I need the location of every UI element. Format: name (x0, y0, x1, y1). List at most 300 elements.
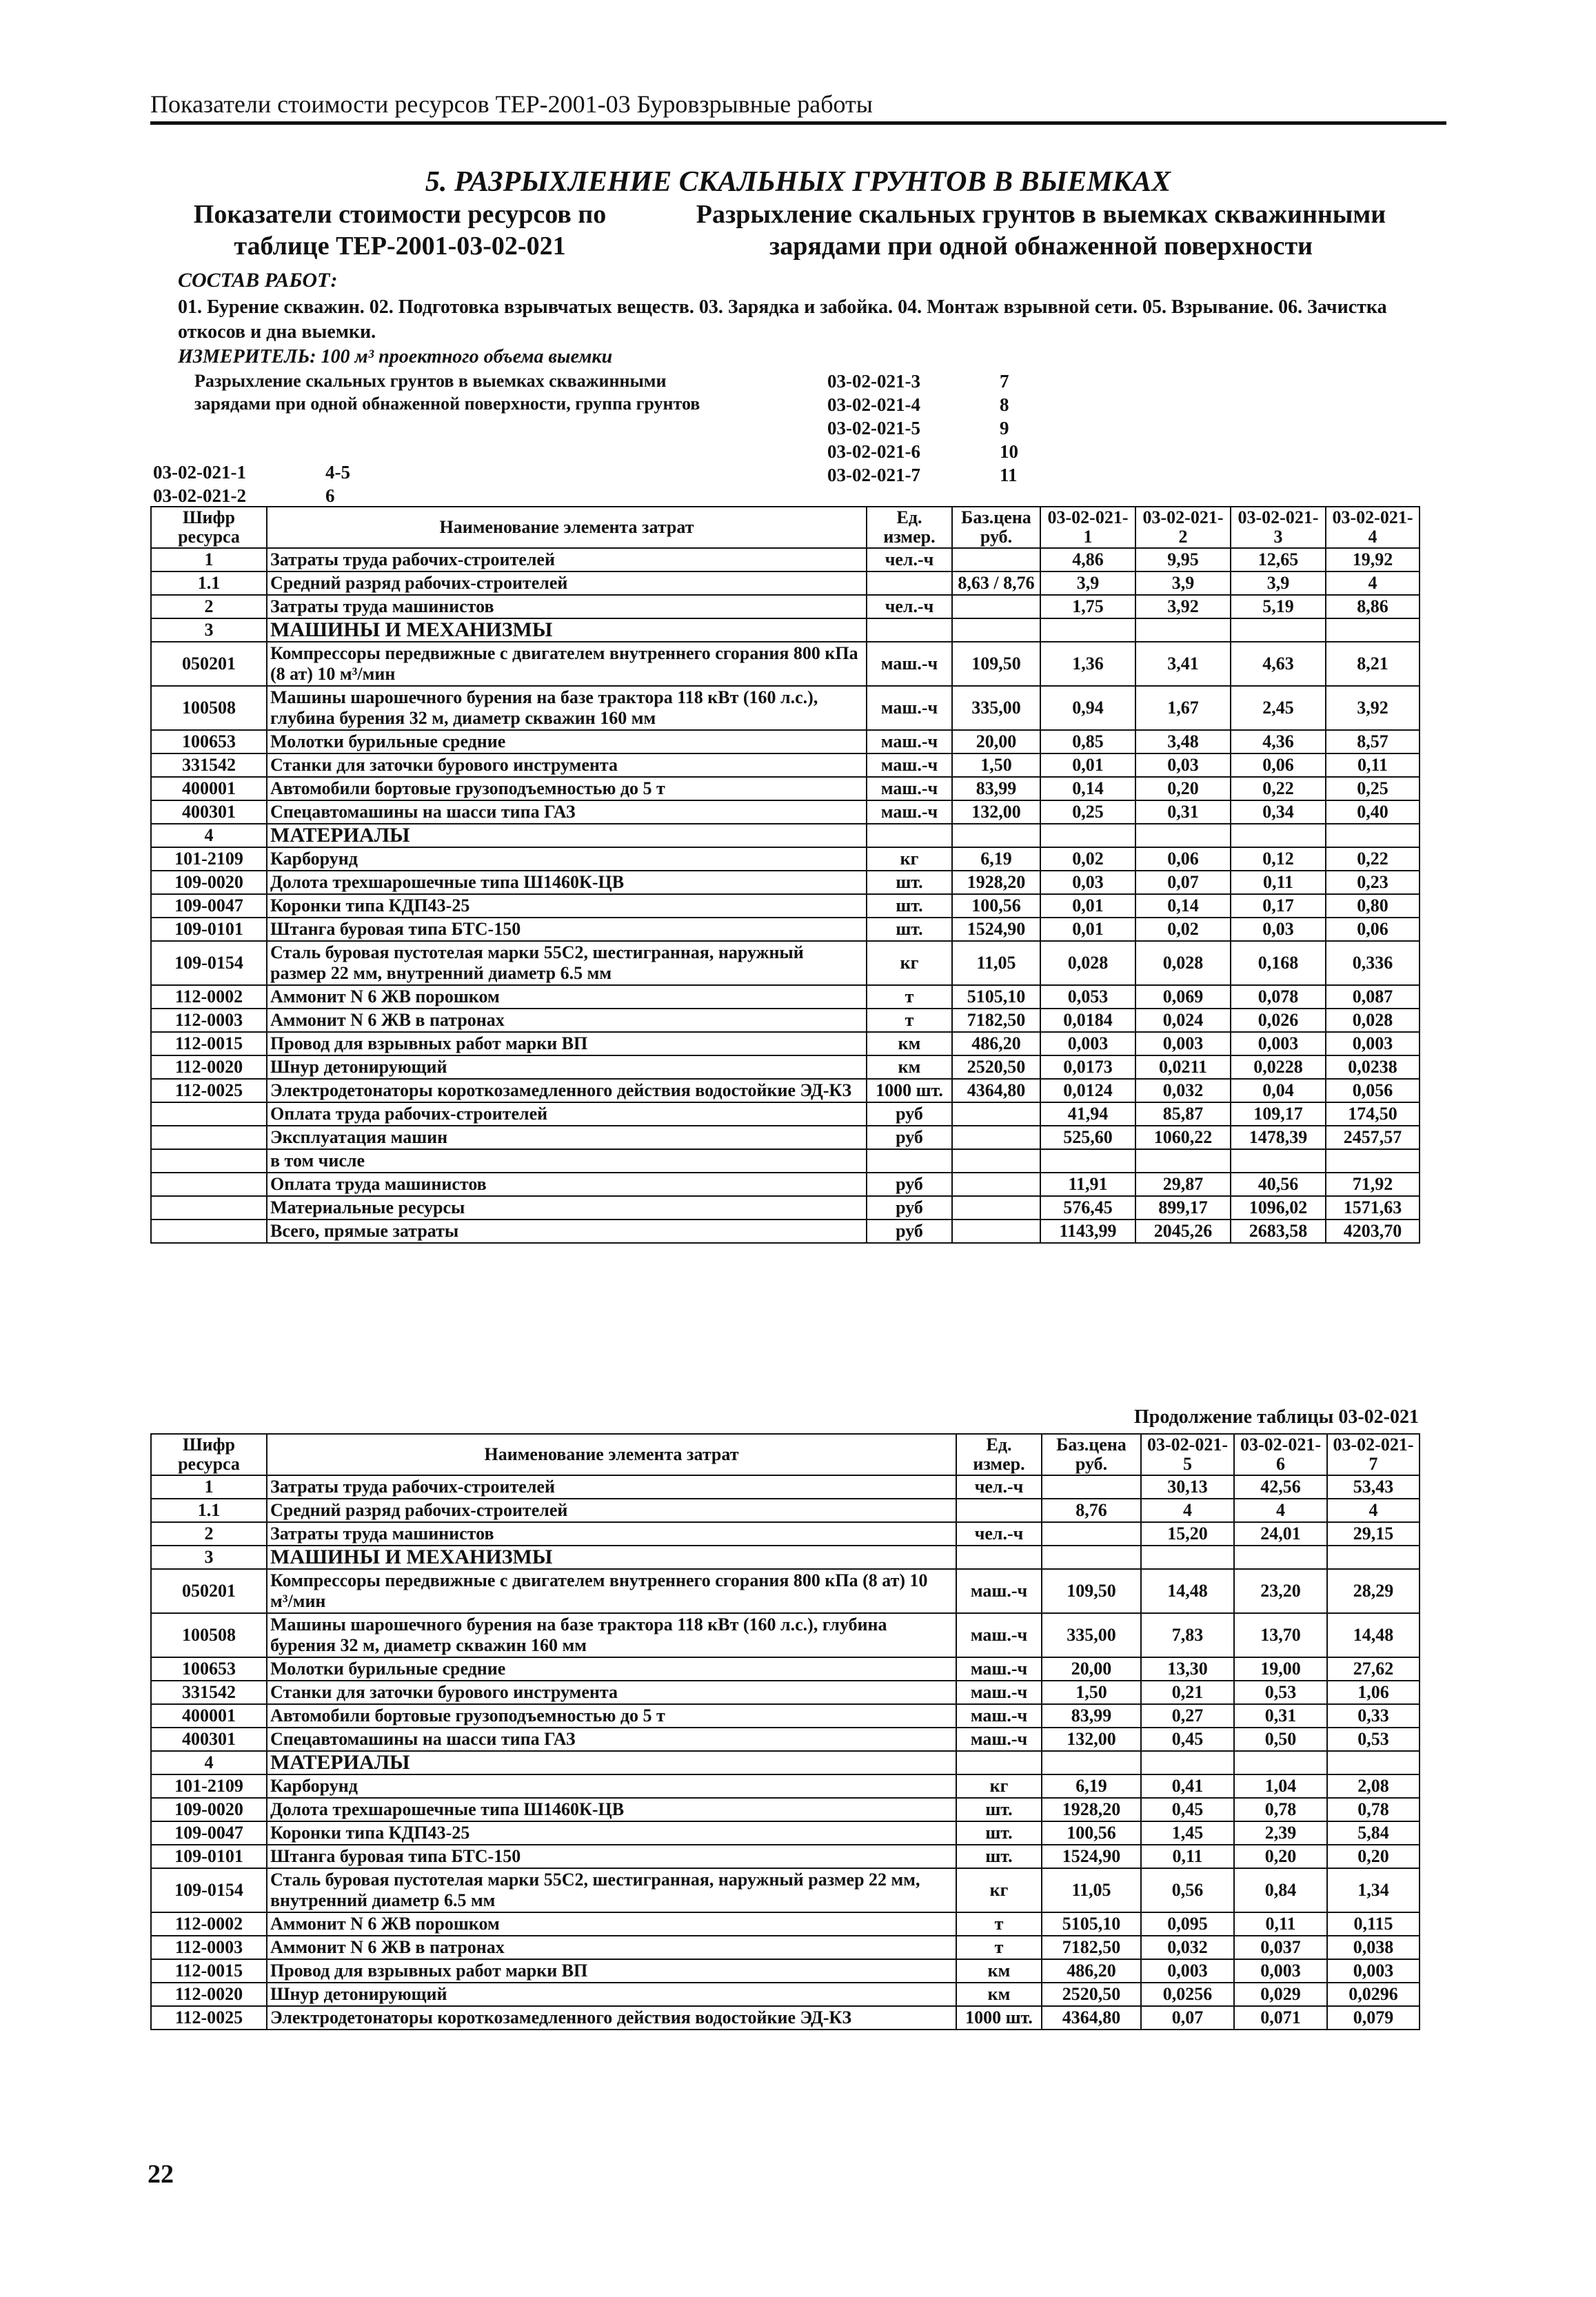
unit: маш.-ч (956, 1681, 1042, 1704)
unit: маш.-ч (956, 1569, 1042, 1613)
norm-value: 0,11 (1234, 1912, 1327, 1936)
unit (867, 618, 952, 642)
resource-code: 109-0020 (151, 1798, 267, 1821)
norm-value: 13,30 (1141, 1657, 1234, 1681)
unit: маш.-ч (867, 753, 952, 777)
norm-value: 3,92 (1135, 595, 1231, 618)
norm-value: 14,48 (1327, 1613, 1420, 1657)
norm-value: 0,003 (1234, 1959, 1327, 1983)
base-price (1042, 1751, 1141, 1774)
base-price: 4364,80 (952, 1079, 1040, 1102)
cost-element-name: Сталь буровая пустотелая марки 55С2, шестигранная, наружный размер 22 мм, внутренний диаметр 6.5 мм (267, 1868, 956, 1912)
norm-value: 0,003 (1135, 1032, 1231, 1055)
norm-value: 0,85 (1040, 730, 1135, 753)
norm-value: 0,14 (1135, 894, 1231, 918)
column-header: Шифр ресурса (151, 1434, 267, 1475)
table-row (151, 618, 1420, 642)
table-row (151, 1009, 1420, 1032)
norm-value: 2,08 (1327, 1774, 1420, 1798)
table-row (151, 730, 1420, 753)
table-row (151, 1983, 1420, 2006)
resource-code: 100508 (151, 686, 267, 730)
cost-element-name: Электродетонаторы короткозамедленного действия водостойкие ЭД-КЗ (267, 2006, 956, 2030)
norm-value: 0,115 (1327, 1912, 1420, 1936)
norm-value: 3,9 (1135, 571, 1231, 595)
cost-element-name: Аммонит N 6 ЖВ в патронах (267, 1936, 956, 1959)
norm-value: 8,57 (1326, 730, 1420, 753)
table-row (151, 1569, 1420, 1613)
unit: маш.-ч (867, 777, 952, 800)
table-row (151, 2006, 1420, 2030)
norm-value: 0,053 (1040, 985, 1135, 1009)
base-price: 7182,50 (1042, 1936, 1141, 1959)
norm-value: 0,01 (1040, 918, 1135, 941)
cost-element-name: Шнур детонирующий (267, 1983, 956, 2006)
code-list-left (153, 461, 381, 507)
norm-value: 8,21 (1326, 642, 1420, 686)
unit: маш.-ч (956, 1613, 1042, 1657)
norm-value: 7,83 (1141, 1613, 1234, 1657)
column-header: 03-02-021-4 (1326, 507, 1420, 548)
unit: 1000 шт. (956, 2006, 1042, 2030)
unit: т (867, 985, 952, 1009)
summary-value: 4203,70 (1326, 1220, 1420, 1243)
table-row (151, 1728, 1420, 1751)
norm-value: 0,12 (1231, 847, 1326, 871)
unit: шт. (867, 871, 952, 894)
table-row (151, 1681, 1420, 1704)
resource-code: 112-0002 (151, 1912, 267, 1936)
unit: руб (867, 1102, 952, 1126)
page-number: 22 (148, 2160, 174, 2189)
unit: руб (867, 1126, 952, 1149)
base-price: 20,00 (1042, 1657, 1141, 1681)
summary-row (151, 1173, 1420, 1196)
unit: маш.-ч (956, 1704, 1042, 1728)
summary-row (151, 1196, 1420, 1220)
table-row (151, 1079, 1420, 1102)
cost-element-name: Сталь буровая пустотелая марки 55С2, шестигранная, наружный размер 22 мм, внутренний диаметр 6.5 мм (267, 941, 867, 985)
norm-value: 28,29 (1327, 1569, 1420, 1613)
summary-value: 29,87 (1135, 1173, 1231, 1196)
norm-value: 0,11 (1231, 871, 1326, 894)
summary-row (151, 1126, 1420, 1149)
norm-value (1234, 1751, 1327, 1774)
base-price: 83,99 (1042, 1704, 1141, 1728)
code-list-right (827, 370, 1055, 487)
unit: маш.-ч (956, 1728, 1042, 1751)
summary-value: 71,92 (1326, 1173, 1420, 1196)
table-row (151, 847, 1420, 871)
norm-value: 0,079 (1327, 2006, 1420, 2030)
resource-code: 1 (151, 1475, 267, 1499)
table-row (151, 1522, 1420, 1546)
cost-element-name: Затраты труда машинистов (267, 595, 867, 618)
norm-value: 0,03 (1231, 918, 1326, 941)
resource-code: 050201 (151, 642, 267, 686)
table-row (151, 871, 1420, 894)
unit (867, 824, 952, 847)
norm-value: 0,01 (1040, 894, 1135, 918)
resource-code: 100508 (151, 1613, 267, 1657)
cost-element-name: МАШИНЫ И МЕХАНИЗМЫ (267, 1546, 956, 1569)
table-row (151, 1774, 1420, 1798)
soil-group: 11 (1000, 465, 1018, 485)
unit: км (867, 1055, 952, 1079)
norm-value: 3,9 (1231, 571, 1326, 595)
base-price: 6,19 (952, 847, 1040, 871)
norm-value: 30,13 (1141, 1475, 1234, 1499)
norm-value: 0,27 (1141, 1704, 1234, 1728)
unit (956, 1499, 1042, 1522)
cost-element-name: Коронки типа КДП43-25 (267, 1821, 956, 1845)
base-price: 132,00 (952, 800, 1040, 824)
unit: руб (867, 1220, 952, 1243)
table-row (151, 595, 1420, 618)
base-price: 1524,90 (1042, 1845, 1141, 1868)
base-price (952, 1149, 1040, 1173)
norm-value (1141, 1546, 1234, 1569)
summary-value: 1143,99 (1040, 1220, 1135, 1243)
norm-value: 0,22 (1231, 777, 1326, 800)
norm-value: 53,43 (1327, 1475, 1420, 1499)
resource-code: 112-0020 (151, 1983, 267, 2006)
base-price: 486,20 (1042, 1959, 1141, 1983)
base-price (1042, 1546, 1141, 1569)
base-price: 132,00 (1042, 1728, 1141, 1751)
table-row (151, 941, 1420, 985)
table-row (151, 1959, 1420, 1983)
summary-value: 525,60 (1040, 1126, 1135, 1149)
summary-value (1231, 1149, 1326, 1173)
summary-value (1135, 1149, 1231, 1173)
norm-value: 0,038 (1327, 1936, 1420, 1959)
norm-value: 0,0124 (1040, 1079, 1135, 1102)
norm-value: 0,032 (1135, 1079, 1231, 1102)
norm-value (1040, 824, 1135, 847)
base-price (952, 824, 1040, 847)
resource-code: 100653 (151, 1657, 267, 1681)
norm-value (1327, 1751, 1420, 1774)
resource-code: 400001 (151, 1704, 267, 1728)
soil-group: 9 (1000, 418, 1009, 438)
continuation-label: Продолжение таблицы 03-02-021 (1134, 1406, 1419, 1428)
norm-value: 0,071 (1234, 2006, 1327, 2030)
unit: км (867, 1032, 952, 1055)
summary-value: 2457,57 (1326, 1126, 1420, 1149)
norm-value: 0,07 (1141, 2006, 1234, 2030)
norm-value: 0,78 (1234, 1798, 1327, 1821)
norm-value: 0,34 (1231, 800, 1326, 824)
cost-element-name: Средний разряд рабочих-строителей (267, 571, 867, 595)
unit: чел.-ч (867, 595, 952, 618)
base-price: 100,56 (1042, 1821, 1141, 1845)
norm-value: 1,45 (1141, 1821, 1234, 1845)
base-price: 335,00 (1042, 1613, 1141, 1657)
cost-element-name: Провод для взрывных работ марки ВП (267, 1032, 867, 1055)
resource-code: 1.1 (151, 1499, 267, 1522)
norm-value: 12,65 (1231, 548, 1326, 571)
resource-code: 112-0025 (151, 1079, 267, 1102)
norm-value: 0,168 (1231, 941, 1326, 985)
base-price (952, 1102, 1040, 1126)
summary-label: Материальные ресурсы (267, 1196, 867, 1220)
table-row (151, 918, 1420, 941)
summary-value: 41,94 (1040, 1102, 1135, 1126)
resource-code: 109-0101 (151, 1845, 267, 1868)
cost-element-name: Долота трехшарошечные типа Ш1460К-ЦВ (267, 871, 867, 894)
summary-value: 40,56 (1231, 1173, 1326, 1196)
resource-code: 3 (151, 618, 267, 642)
cost-element-name: МАТЕРИАЛЫ (267, 1751, 956, 1774)
norm-value: 1,04 (1234, 1774, 1327, 1798)
norm-value: 0,80 (1326, 894, 1420, 918)
work-description: Разрыхление скальных грунтов в выемках скважинными зарядами при одной обнаженной поверхности, группа грунтов (194, 371, 700, 414)
summary-value: 2045,26 (1135, 1220, 1231, 1243)
table-row (151, 985, 1420, 1009)
soil-group: 4-5 (325, 462, 350, 483)
cost-table-2 (150, 1433, 1420, 2030)
norm-value: 0,003 (1327, 1959, 1420, 1983)
table-row (151, 1055, 1420, 1079)
norm-value: 0,17 (1231, 894, 1326, 918)
norm-value: 0,0228 (1231, 1055, 1326, 1079)
summary-value: 1060,22 (1135, 1126, 1231, 1149)
resource-code: 112-0003 (151, 1009, 267, 1032)
base-price: 1928,20 (952, 871, 1040, 894)
summary-label: Всего, прямые затраты (267, 1220, 867, 1243)
norm-value: 29,15 (1327, 1522, 1420, 1546)
summary-label: Эксплуатация машин (267, 1126, 867, 1149)
norm-value: 2,39 (1234, 1821, 1327, 1845)
unit: км (956, 1983, 1042, 2006)
table-row (151, 1936, 1420, 1959)
work-code: 03-02-021-3 (827, 371, 920, 392)
norm-value: 0,0211 (1135, 1055, 1231, 1079)
resource-code: 2 (151, 595, 267, 618)
unit: кг (867, 847, 952, 871)
norm-value: 0,23 (1326, 871, 1420, 894)
norm-value (1234, 1546, 1327, 1569)
norm-value: 0,11 (1326, 753, 1420, 777)
norm-value: 4 (1141, 1499, 1234, 1522)
table-reference-heading: Показатели стоимости ресурсов по таблице ТЕР-2001-03-02-021 (193, 200, 607, 261)
base-price: 11,05 (1042, 1868, 1141, 1912)
base-price: 11,05 (952, 941, 1040, 985)
norm-value: 27,62 (1327, 1657, 1420, 1681)
summary-value: 1571,63 (1326, 1196, 1420, 1220)
norm-value: 0,0238 (1326, 1055, 1420, 1079)
resource-code: 400001 (151, 777, 267, 800)
column-header: 03-02-021-3 (1231, 507, 1326, 548)
base-price: 109,50 (952, 642, 1040, 686)
column-header: Шифр ресурса (151, 507, 267, 548)
resource-code: 112-0003 (151, 1936, 267, 1959)
cost-element-name: Коронки типа КДП43-25 (267, 894, 867, 918)
norm-value: 1,75 (1040, 595, 1135, 618)
code-row (827, 370, 1055, 393)
norm-value: 0,336 (1326, 941, 1420, 985)
norm-value: 3,92 (1326, 686, 1420, 730)
base-price: 7182,50 (952, 1009, 1040, 1032)
base-price (952, 1220, 1040, 1243)
base-price: 1,50 (1042, 1681, 1141, 1704)
norm-value: 1,36 (1040, 642, 1135, 686)
cost-element-name: Спецавтомашины на шасси типа ГАЗ (267, 800, 867, 824)
table-row (151, 1032, 1420, 1055)
table-row (151, 824, 1420, 847)
base-price: 4364,80 (1042, 2006, 1141, 2030)
unit: шт. (956, 1845, 1042, 1868)
cost-element-name: Провод для взрывных работ марки ВП (267, 1959, 956, 1983)
norm-value: 0,25 (1326, 777, 1420, 800)
cost-element-name: Машины шарошечного бурения на базе трактора 118 кВт (160 л.с.), глубина бурения 32 м, диаметр скважин 160 мм (267, 1613, 956, 1657)
composition-label: СОСТАВ РАБОТ: (178, 269, 338, 292)
norm-value: 4 (1327, 1499, 1420, 1522)
unit: кг (867, 941, 952, 985)
unit: т (956, 1912, 1042, 1936)
cost-element-name: Карборунд (267, 1774, 956, 1798)
resource-code: 331542 (151, 1681, 267, 1704)
summary-value: 11,91 (1040, 1173, 1135, 1196)
norm-value: 0,20 (1234, 1845, 1327, 1868)
cost-element-name: Машины шарошечного бурения на базе трактора 118 кВт (160 л.с.), глубина бурения 32 м, диаметр скважин 160 мм (267, 686, 867, 730)
resource-code: 4 (151, 1751, 267, 1774)
work-code: 03-02-021-2 (153, 485, 246, 506)
summary-value: 85,87 (1135, 1102, 1231, 1126)
unit (956, 1546, 1042, 1569)
norm-value: 0,21 (1141, 1681, 1234, 1704)
norm-value: 0,31 (1135, 800, 1231, 824)
unit: маш.-ч (867, 730, 952, 753)
base-price: 2520,50 (1042, 1983, 1141, 2006)
norm-value: 0,056 (1326, 1079, 1420, 1102)
resource-code: 1 (151, 548, 267, 571)
table-row (151, 1868, 1420, 1912)
norm-value: 0,50 (1234, 1728, 1327, 1751)
table-row (151, 800, 1420, 824)
norm-value: 0,22 (1326, 847, 1420, 871)
resource-code: 400301 (151, 1728, 267, 1751)
norm-value: 0,11 (1141, 1845, 1234, 1868)
unit: км (956, 1959, 1042, 1983)
base-price: 109,50 (1042, 1569, 1141, 1613)
column-header: 03-02-021-2 (1135, 507, 1231, 548)
cost-element-name: Затраты труда машинистов (267, 1522, 956, 1546)
resource-code: 050201 (151, 1569, 267, 1613)
cost-element-name: Средний разряд рабочих-строителей (267, 1499, 956, 1522)
cost-element-name: МАШИНЫ И МЕХАНИЗМЫ (267, 618, 867, 642)
code-row (153, 461, 381, 484)
unit: кг (956, 1774, 1042, 1798)
column-header: 03-02-021-7 (1327, 1434, 1420, 1475)
norm-value: 0,25 (1040, 800, 1135, 824)
cost-element-name: Электродетонаторы короткозамедленного действия водостойкие ЭД-КЗ (267, 1079, 867, 1102)
unit: шт. (956, 1821, 1042, 1845)
unit (867, 571, 952, 595)
table-row (151, 1751, 1420, 1774)
cost-element-name: Аммонит N 6 ЖВ порошком (267, 985, 867, 1009)
norm-value: 0,07 (1135, 871, 1231, 894)
summary-spacer (151, 1149, 267, 1173)
norm-value: 15,20 (1141, 1522, 1234, 1546)
norm-value: 0,0184 (1040, 1009, 1135, 1032)
norm-value: 0,01 (1040, 753, 1135, 777)
norm-value: 0,06 (1231, 753, 1326, 777)
norm-value: 3,41 (1135, 642, 1231, 686)
table-row (151, 894, 1420, 918)
norm-value: 0,03 (1135, 753, 1231, 777)
base-price: 83,99 (952, 777, 1040, 800)
soil-group: 8 (1000, 394, 1009, 415)
base-price: 486,20 (952, 1032, 1040, 1055)
soil-group: 6 (325, 485, 335, 506)
cost-element-name: Молотки бурильные средние (267, 1657, 956, 1681)
resource-code: 112-0015 (151, 1959, 267, 1983)
cost-element-name: МАТЕРИАЛЫ (267, 824, 867, 847)
table-header-row (151, 1434, 1420, 1475)
norm-value: 0,028 (1326, 1009, 1420, 1032)
norm-value: 0,003 (1040, 1032, 1135, 1055)
norm-value: 0,02 (1040, 847, 1135, 871)
cost-element-name: Затраты труда рабочих-строителей (267, 1475, 956, 1499)
resource-code: 109-0047 (151, 1821, 267, 1845)
norm-value: 1,06 (1327, 1681, 1420, 1704)
summary-value: 2683,58 (1231, 1220, 1326, 1243)
resource-code: 3 (151, 1546, 267, 1569)
column-header: Наименование элемента затрат (267, 507, 867, 548)
cost-element-name: Компрессоры передвижные с двигателем внутреннего сгорания 800 кПа (8 ат) 10 м³/мин (267, 642, 867, 686)
norm-value: 0,03 (1040, 871, 1135, 894)
norm-value: 4,36 (1231, 730, 1326, 753)
resource-code: 2 (151, 1522, 267, 1546)
table-header-row (151, 507, 1420, 548)
base-price: 1928,20 (1042, 1798, 1141, 1821)
cost-element-name: Спецавтомашины на шасси типа ГАЗ (267, 1728, 956, 1751)
norm-value (1326, 824, 1420, 847)
table-row (151, 753, 1420, 777)
column-header: 03-02-021-6 (1234, 1434, 1327, 1475)
base-price: 20,00 (952, 730, 1040, 753)
table-row (151, 1845, 1420, 1868)
resource-code: 112-0025 (151, 2006, 267, 2030)
table-row (151, 571, 1420, 595)
norm-value: 0,003 (1141, 1959, 1234, 1983)
cost-element-name: Автомобили бортовые грузоподъемностью до 5 т (267, 777, 867, 800)
column-header: Баз.цена руб. (952, 507, 1040, 548)
column-header: Ед. измер. (867, 507, 952, 548)
work-code: 03-02-021-1 (153, 462, 246, 483)
norm-value: 4,63 (1231, 642, 1326, 686)
norm-value: 42,56 (1234, 1475, 1327, 1499)
norm-value: 0,40 (1326, 800, 1420, 824)
norm-value: 2,45 (1231, 686, 1326, 730)
norm-value: 3,9 (1040, 571, 1135, 595)
table-row (151, 1798, 1420, 1821)
norm-value (1231, 824, 1326, 847)
summary-value: 109,17 (1231, 1102, 1326, 1126)
norm-value: 0,069 (1135, 985, 1231, 1009)
norm-value (1135, 824, 1231, 847)
resource-code: 101-2109 (151, 847, 267, 871)
norm-value (1326, 618, 1420, 642)
base-price: 6,19 (1042, 1774, 1141, 1798)
cost-element-name: Станки для заточки бурового инструмента (267, 1681, 956, 1704)
base-price (952, 1196, 1040, 1220)
norm-value: 0,078 (1231, 985, 1326, 1009)
cost-table-1 (150, 506, 1420, 1244)
summary-row (151, 1102, 1420, 1126)
